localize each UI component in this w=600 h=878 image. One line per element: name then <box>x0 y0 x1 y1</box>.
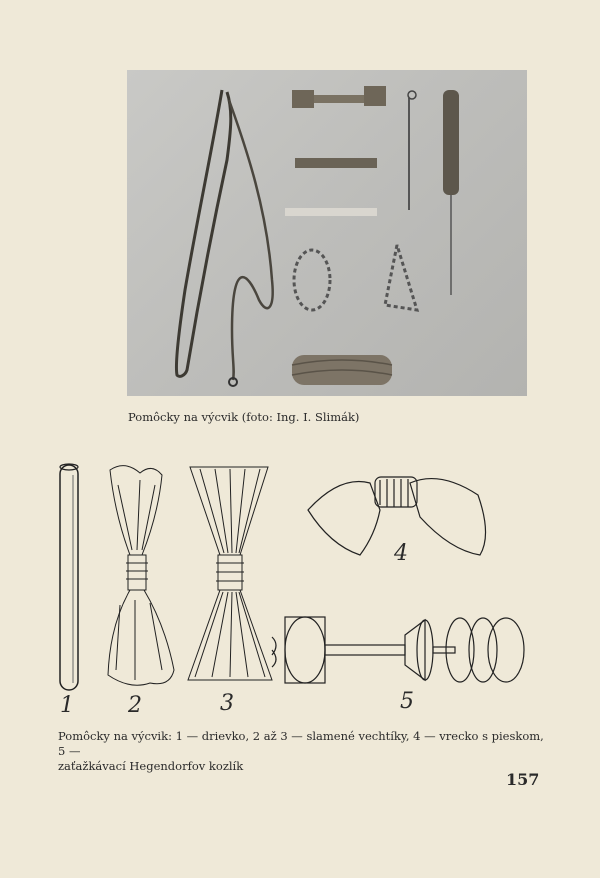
straw-bundle-2-drawing <box>188 467 272 680</box>
photo-illustration <box>127 70 527 396</box>
figure-label-2: 2 <box>128 693 142 718</box>
straw-bundle-1-drawing <box>108 466 174 686</box>
line-drawing-illustration <box>40 455 560 725</box>
drawing-caption <box>58 729 548 774</box>
figure-label-5: 5 <box>400 689 414 714</box>
drawing-caption-line-1: Pomôcky na výcvik: 1 — drievko, 2 až 3 — slamené vechtíky, 4 — vrecko s pieskom, 5 — <box>58 729 544 758</box>
photo-caption: Pomôcky na výcvik (foto: Ing. I. Slimák) <box>128 410 360 424</box>
page-number: 157 <box>506 770 540 789</box>
training-tools-photo <box>127 70 527 396</box>
tools-line-drawing <box>40 455 560 725</box>
drawing-caption-line-2: zaťažkávací Hegendorfov kozlík <box>58 759 244 773</box>
figure-label-4: 4 <box>394 541 408 566</box>
figure-label-1: 1 <box>60 693 74 718</box>
figure-label-3: 3 <box>220 691 234 716</box>
stick-drawing <box>60 464 78 690</box>
hegendorf-dumbbell-drawing <box>272 617 524 683</box>
